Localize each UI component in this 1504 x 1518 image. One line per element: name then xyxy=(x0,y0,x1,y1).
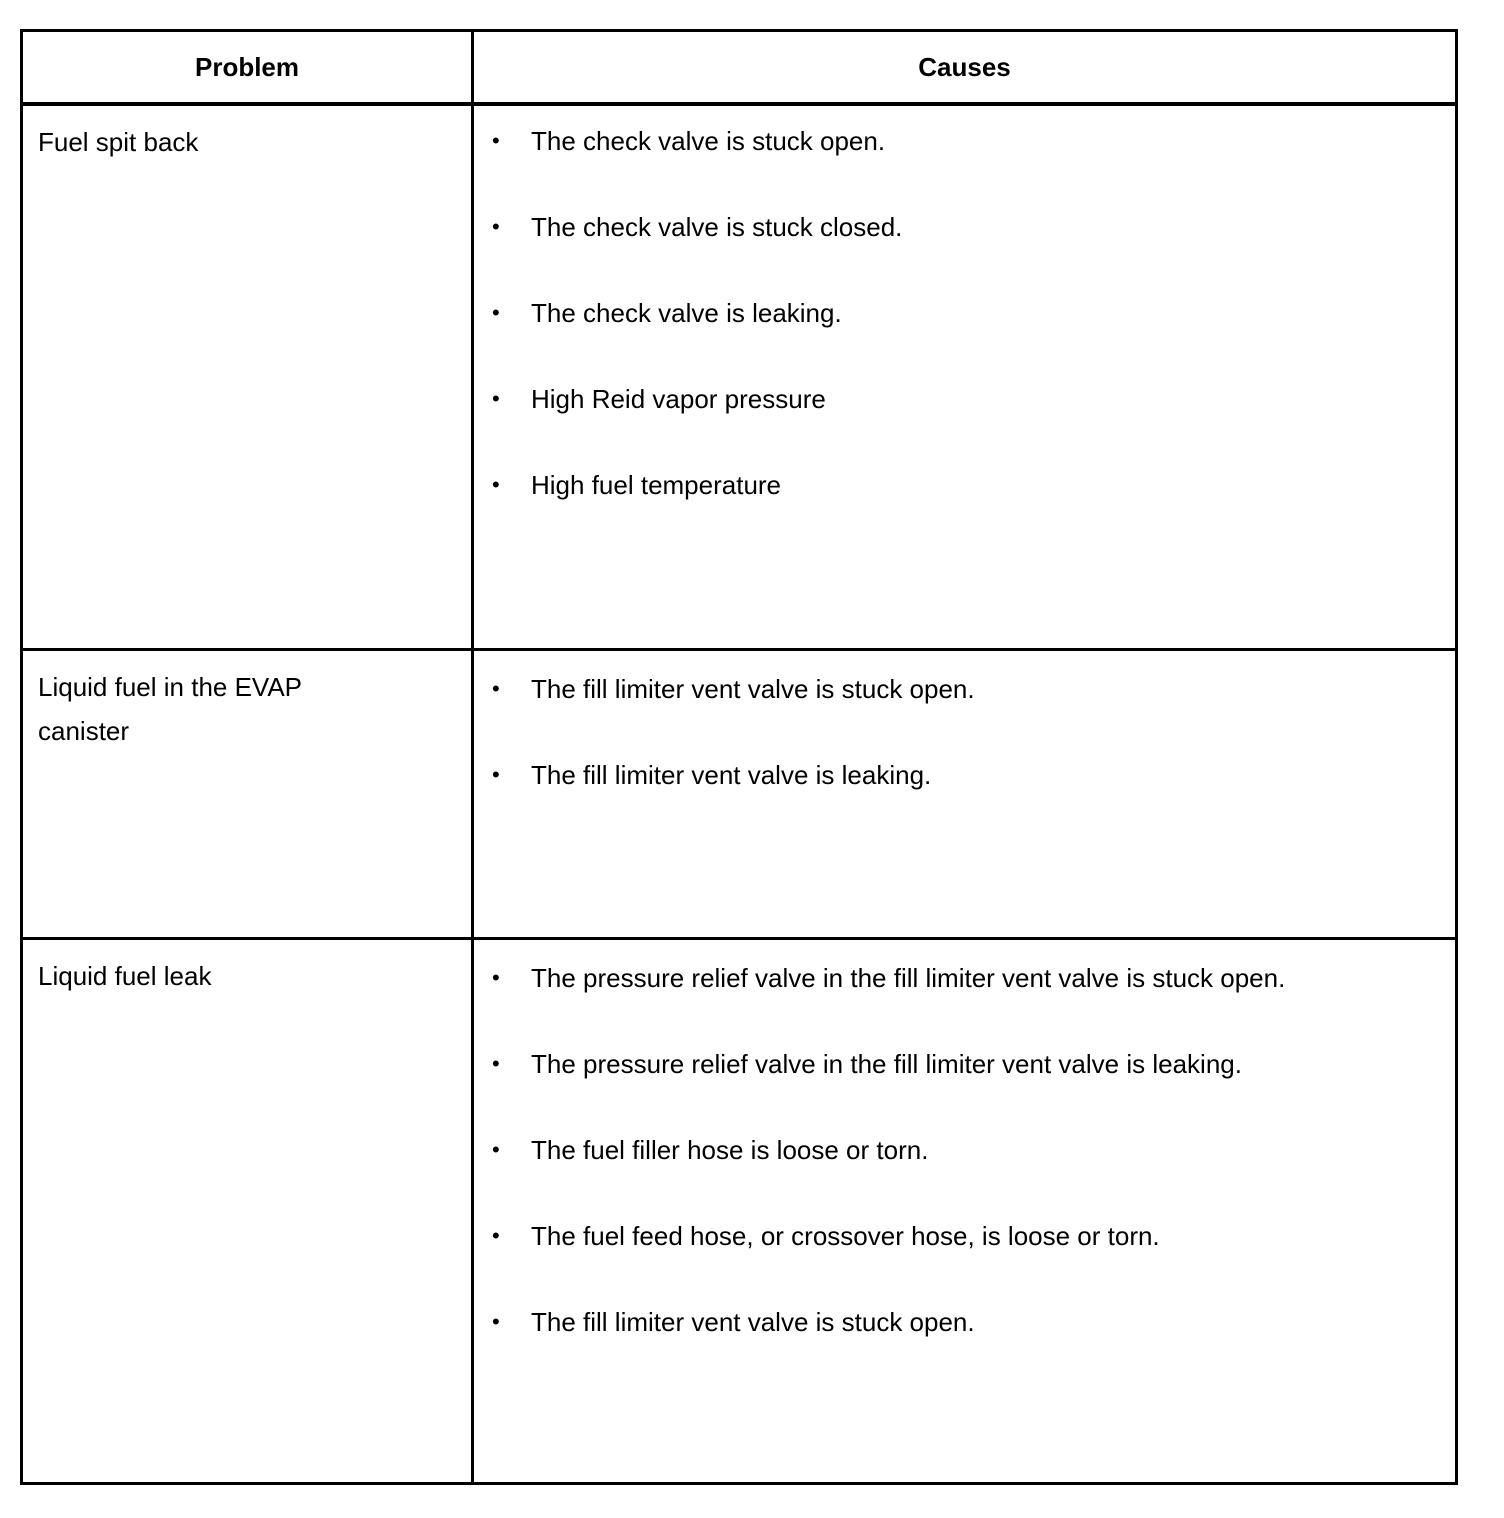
cause-text: The pressure relief valve in the fill limiter vent valve is stuck open. xyxy=(531,963,1286,993)
cause-text: The fill limiter vent valve is stuck open. xyxy=(531,1307,975,1337)
cause-text: High fuel temperature xyxy=(531,470,782,500)
causes-list xyxy=(474,672,1434,844)
bullet-icon: • xyxy=(492,300,500,325)
table-row xyxy=(23,940,1455,1482)
list-item xyxy=(474,468,1434,554)
cause-text: The pressure relief valve in the fill limiter vent valve is leaking. xyxy=(531,1049,1242,1079)
problem-cell xyxy=(38,954,398,998)
problem-text-line: canister xyxy=(38,716,130,746)
causes-list xyxy=(474,124,1434,554)
problem-text: Fuel spit back xyxy=(38,127,199,157)
list-item xyxy=(474,124,1434,210)
bullet-icon: • xyxy=(492,386,500,411)
problem-text-line: Liquid fuel in the EVAP xyxy=(38,672,303,702)
list-item xyxy=(474,672,1434,758)
cause-text: The fuel feed hose, or crossover hose, is loose or torn. xyxy=(531,1221,1160,1251)
list-item xyxy=(474,382,1434,468)
table-row xyxy=(23,106,1455,650)
header-causes: Causes xyxy=(918,52,1011,82)
problem-text: Liquid fuel leak xyxy=(38,961,212,991)
list-item xyxy=(474,1133,1434,1219)
list-item xyxy=(474,210,1434,296)
header-problem: Problem xyxy=(194,52,300,82)
bullet-icon: • xyxy=(492,1223,500,1248)
bullet-icon: • xyxy=(492,762,500,787)
table-row xyxy=(23,651,1455,937)
cause-text: The check valve is stuck open. xyxy=(531,126,886,156)
bullet-icon: • xyxy=(492,676,500,701)
problem-cell xyxy=(38,120,398,164)
list-item xyxy=(474,1047,1434,1133)
list-item xyxy=(474,1305,1434,1391)
cause-text: The check valve is stuck closed. xyxy=(531,212,903,242)
list-item xyxy=(474,1219,1434,1305)
cause-text: The fill limiter vent valve is stuck open. xyxy=(531,674,975,704)
troubleshooting-table xyxy=(20,29,1458,1485)
bullet-icon: • xyxy=(492,1309,500,1334)
problem-cell xyxy=(38,665,398,753)
bullet-icon: • xyxy=(492,472,500,497)
list-item xyxy=(474,961,1434,1047)
bullet-icon: • xyxy=(492,214,500,239)
cause-text: The fuel filler hose is loose or torn. xyxy=(531,1135,929,1165)
bullet-icon: • xyxy=(492,1137,500,1162)
cause-text: The fill limiter vent valve is leaking. xyxy=(531,760,932,790)
cause-text: The check valve is leaking. xyxy=(531,298,842,328)
causes-list xyxy=(474,961,1434,1391)
table-header xyxy=(23,32,1455,106)
cause-text: High Reid vapor pressure xyxy=(531,384,826,414)
bullet-icon: • xyxy=(492,965,500,990)
list-item xyxy=(474,758,1434,844)
list-item xyxy=(474,296,1434,382)
bullet-icon: • xyxy=(492,128,500,153)
bullet-icon: • xyxy=(492,1051,500,1076)
